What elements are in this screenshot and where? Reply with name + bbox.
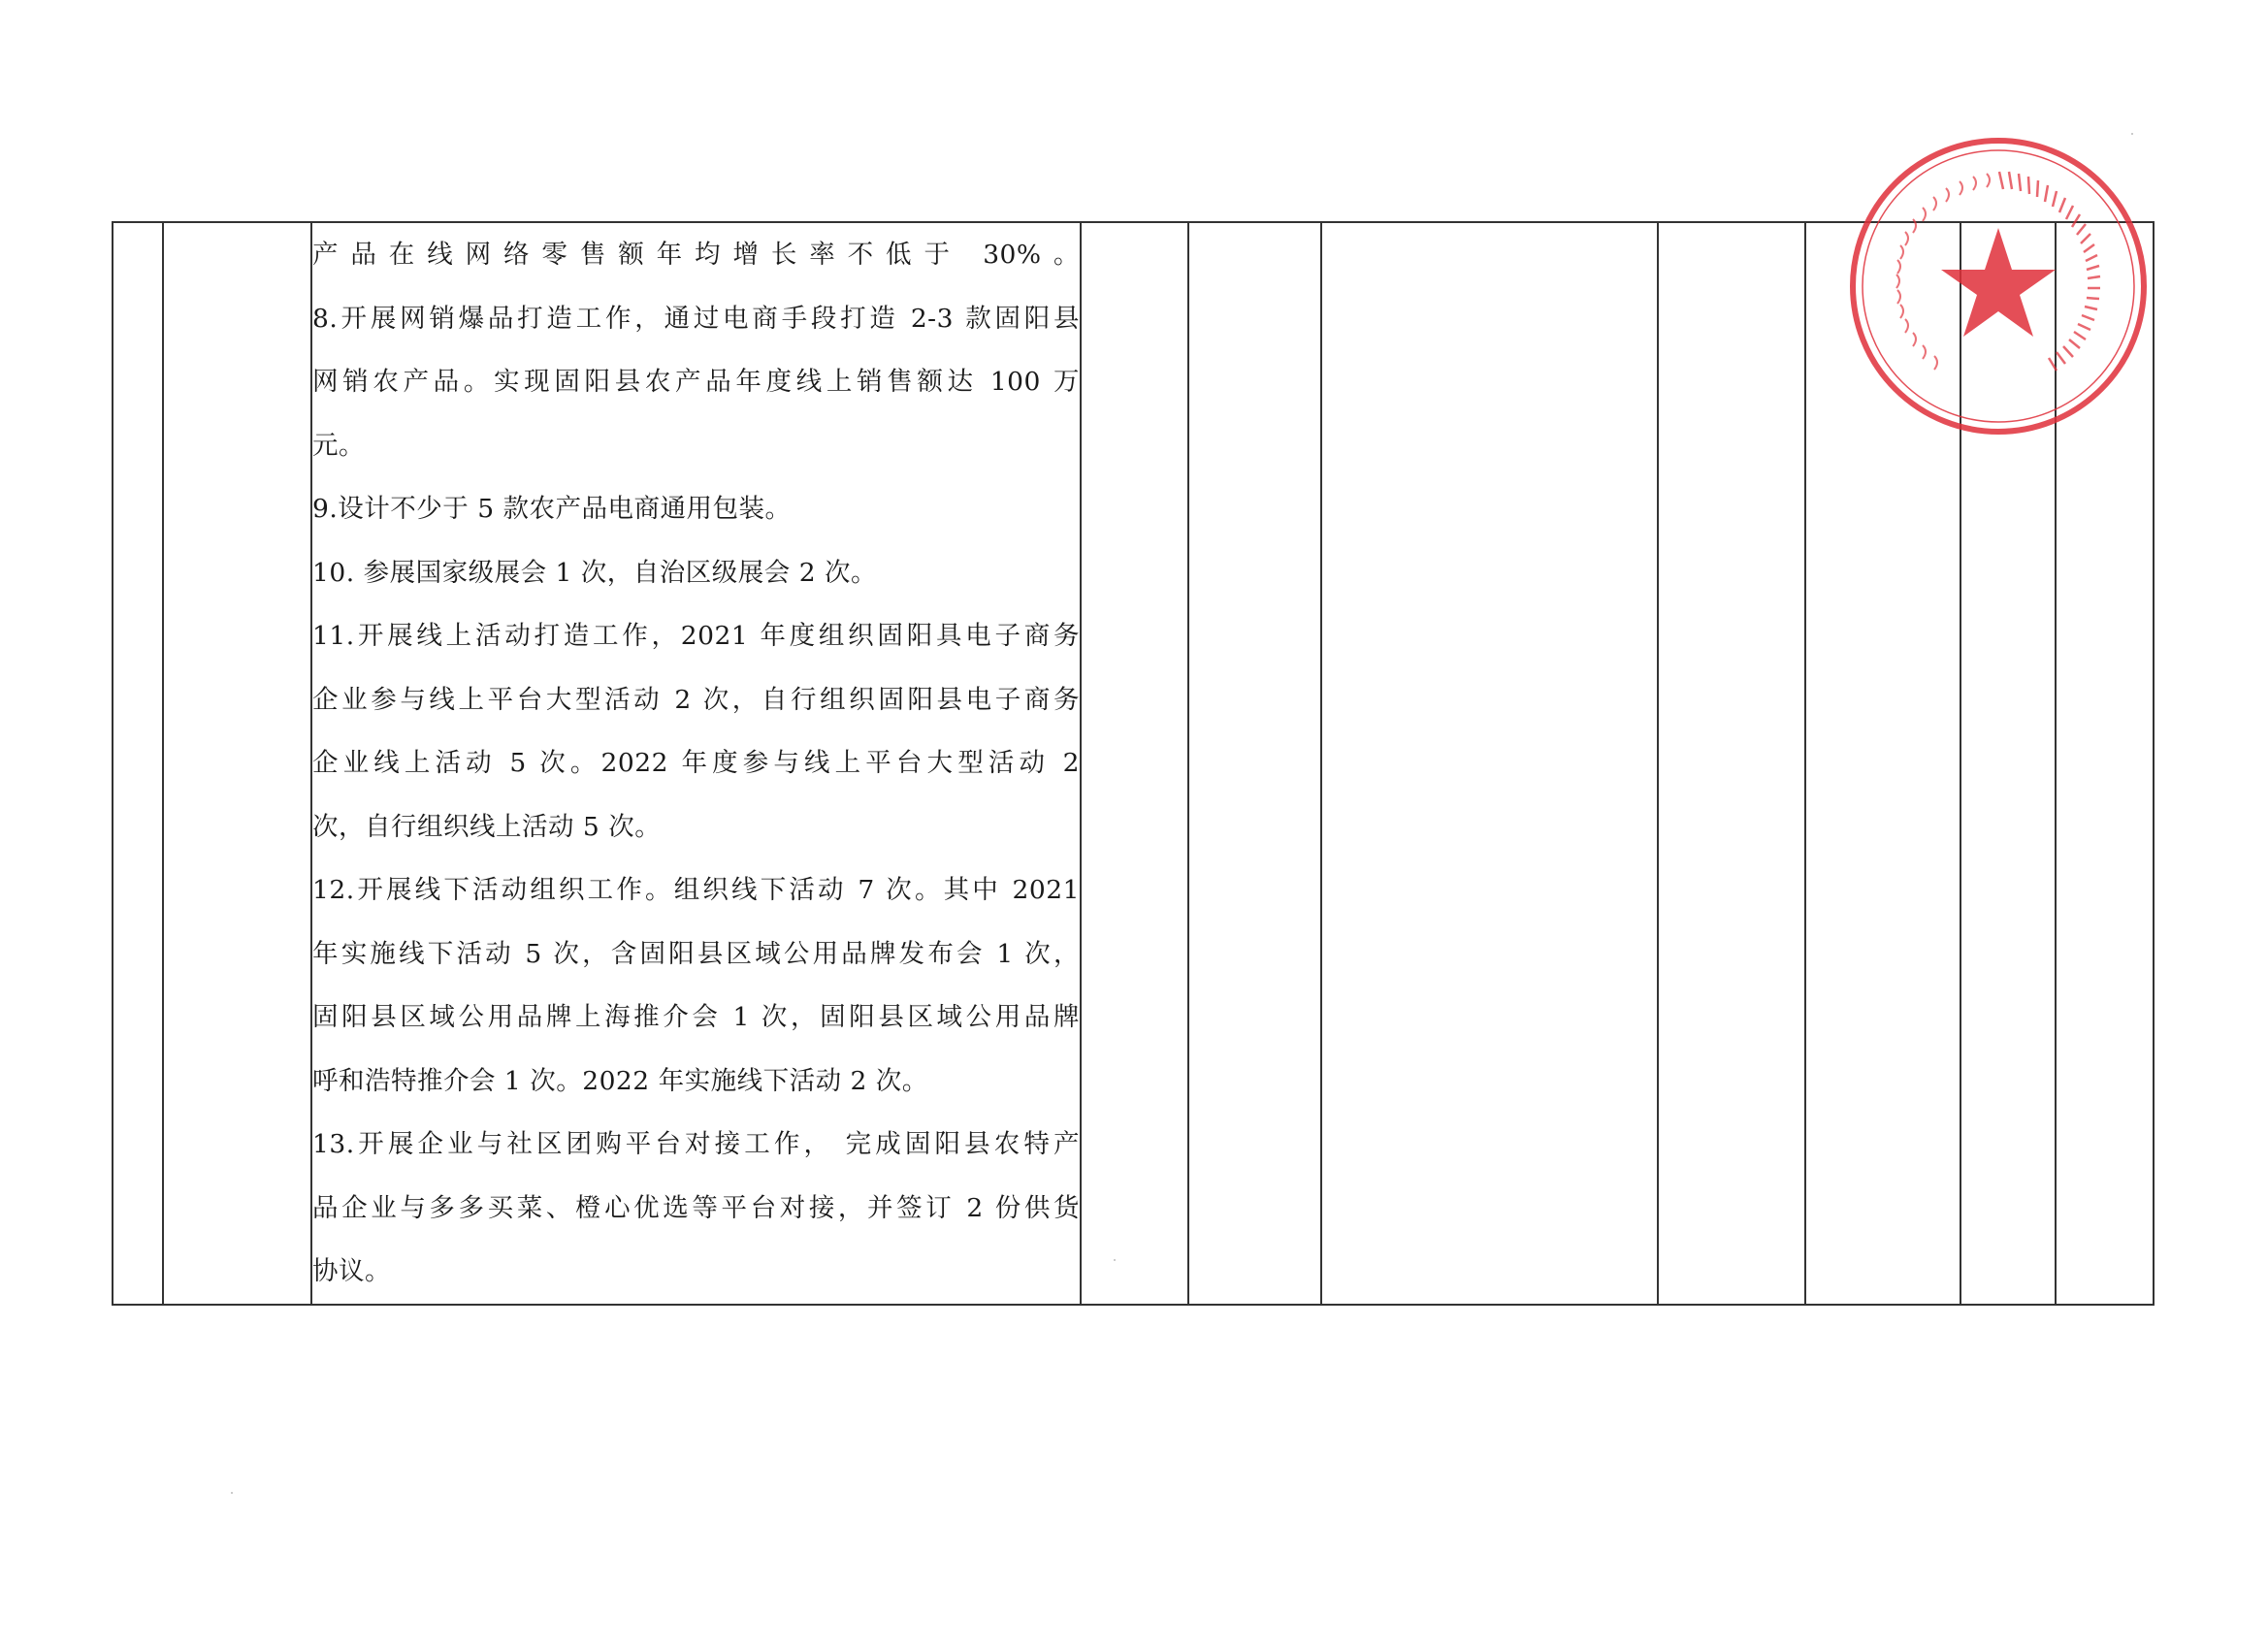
text-line: 网销农产品。实现固阳县农产品年度线上销售额达 100 万 — [312, 367, 1080, 397]
official-seal — [1841, 133, 2155, 439]
text-line: 企业参与线上平台大型活动 2 次，自行组织固阳县电子商务 — [312, 684, 1080, 715]
table-cell-empty — [163, 222, 311, 1305]
text-line: 固阳县区域公用品牌上海推介会 1 次，固阳县区域公用品牌 — [312, 1002, 1080, 1032]
text-line: 10. 参展国家级展会 1 次，自治区级展会 2 次。 — [312, 557, 877, 588]
table-cell-empty — [1081, 222, 1188, 1305]
table-cell-empty — [1321, 222, 1658, 1305]
text-line: 产品在线网络零售额年均增长率不低于 30%。 — [312, 240, 1080, 270]
text-line: 9.设计不少于 5 款农产品电商通用包装。 — [312, 494, 792, 524]
text-line: 13.开展企业与社区团购平台对接工作， 完成固阳县农特产 — [312, 1129, 1080, 1159]
text-line: 年实施线下活动 5 次，含固阳县区域公用品牌发布会 1 次， — [312, 938, 1080, 969]
content-cell — [311, 222, 1081, 1305]
table-cell-empty — [1188, 222, 1321, 1305]
text-line: 次，自行组织线上活动 5 次。 — [312, 811, 662, 842]
text-line: 呼和浩特推介会 1 次。2022 年实施线下活动 2 次。 — [312, 1065, 928, 1096]
scan-speck — [2131, 133, 2133, 135]
text-line: 协议。 — [312, 1256, 391, 1286]
text-line: 8.开展网销爆品打造工作，通过电商手段打造 2-3 款固阳县 — [312, 303, 1080, 334]
scan-speck — [1114, 1259, 1116, 1261]
text-line: 11.开展线上活动打造工作，2021 年度组织固阳具电子商务 — [312, 621, 1080, 651]
text-line: 元。 — [312, 430, 365, 461]
text-line: 品企业与多多买菜、橙心优选等平台对接，并签订 2 份供货 — [312, 1192, 1080, 1223]
star-icon — [1941, 228, 2056, 337]
table-cell-empty — [113, 222, 163, 1305]
scan-speck — [231, 1492, 233, 1494]
table-cell-empty — [1658, 222, 1805, 1305]
text-line: 企业线上活动 5 次。2022 年度参与线上平台大型活动 2 — [312, 748, 1080, 778]
text-line: 12.开展线下活动组织工作。组织线下活动 7 次。其中 2021 — [312, 875, 1080, 905]
